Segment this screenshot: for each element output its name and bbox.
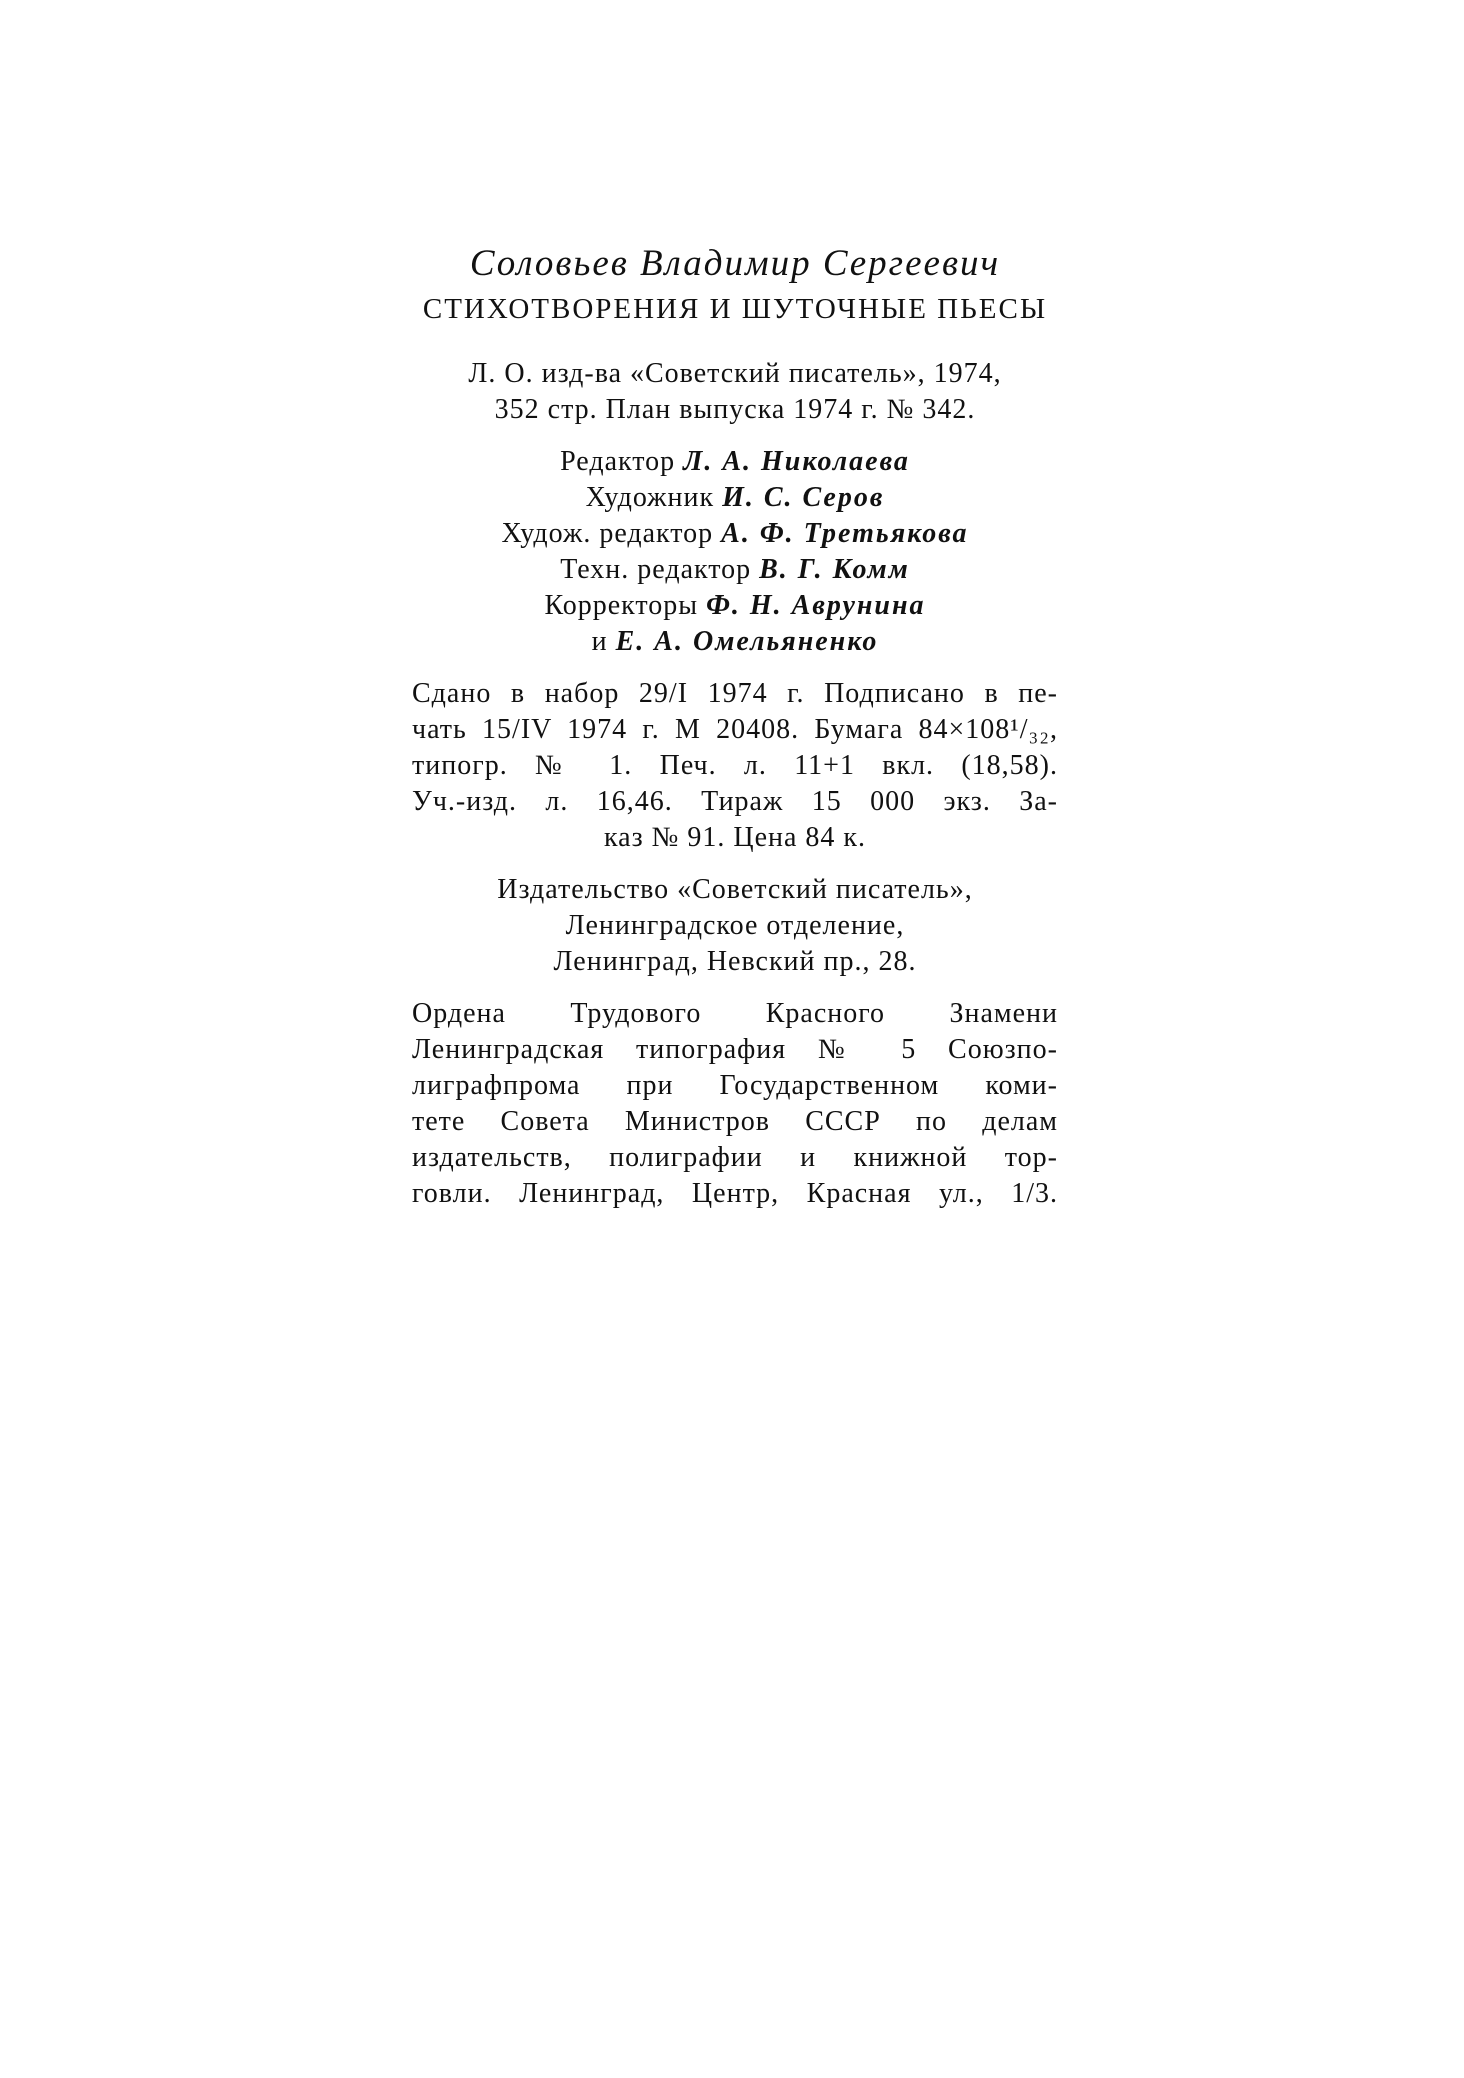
printer-line: говли. Ленинград, Центр, Красная ул., 1/3. <box>412 1178 1058 1209</box>
publisher-line: Издательство «Советский писатель», <box>497 874 973 905</box>
credit-role: Редактор <box>560 446 676 477</box>
credits-list <box>412 444 1058 660</box>
credit-person: Е. А. Омельяненко <box>615 626 879 657</box>
credit-proofreader <box>412 588 1058 624</box>
printer-info <box>412 996 1058 1212</box>
imprint-block <box>412 240 1058 1228</box>
publisher-line: Ленинград, Невский пр., 28. <box>553 946 917 977</box>
credit-person: Л. А. Николаева <box>683 446 910 477</box>
printer-line: Ленинградская типография № 5 Союзпо- <box>412 1034 1058 1065</box>
credit-art-editor <box>412 516 1058 552</box>
print-details-line: чать 15/IV 1974 г. М 20408. Бумага 84×108¹/₃₂, <box>412 714 1058 745</box>
credit-role: Худож. редактор <box>501 518 714 549</box>
publication-info <box>412 356 1058 428</box>
publisher-line: Ленинградское отделение, <box>565 910 905 941</box>
publication-line: 352 стр. План выпуска 1974 г. № 342. <box>494 394 976 425</box>
printer-line: Ордена Трудового Красного Знамени <box>412 998 1058 1029</box>
printer-line: лиграфпрома при Государственном коми- <box>412 1070 1058 1101</box>
credit-person: В. Г. Комм <box>759 554 910 585</box>
credit-role: и <box>591 626 608 657</box>
print-details-line: типогр. № 1. Печ. л. 11+1 вкл. (18,58). <box>412 750 1058 781</box>
credit-role: Корректоры <box>544 590 699 621</box>
credit-person: А. Ф. Третьякова <box>721 518 969 549</box>
print-details <box>412 676 1058 856</box>
printer-line: издательств, полиграфии и книжной тор- <box>412 1142 1058 1173</box>
credit-role: Техн. редактор <box>560 554 752 585</box>
credit-editor <box>412 444 1058 480</box>
credit-person: Ф. Н. Аврунина <box>706 590 926 621</box>
author-name: Соловьев Владимир Сергеевич <box>469 243 1001 284</box>
credit-tech-editor <box>412 552 1058 588</box>
book-title: СТИХОТВОРЕНИЯ И ШУТОЧНЫЕ ПЬЕСЫ <box>422 293 1048 325</box>
print-details-line: Уч.-изд. л. 16,46. Тираж 15 000 экз. За- <box>412 786 1058 817</box>
publication-line: Л. О. изд-ва «Советский писатель», 1974, <box>468 358 1002 389</box>
credit-person: И. С. Серов <box>722 482 885 513</box>
print-details-line: каз № 91. Цена 84 к. <box>603 822 867 853</box>
credit-proofreader-second <box>412 624 1058 660</box>
printer-line: тете Совета Министров СССР по делам <box>412 1106 1058 1137</box>
publisher-info <box>412 872 1058 980</box>
credit-artist <box>412 480 1058 516</box>
print-details-line: Сдано в набор 29/I 1974 г. Подписано в пе- <box>412 678 1058 709</box>
credit-role: Художник <box>585 482 715 513</box>
